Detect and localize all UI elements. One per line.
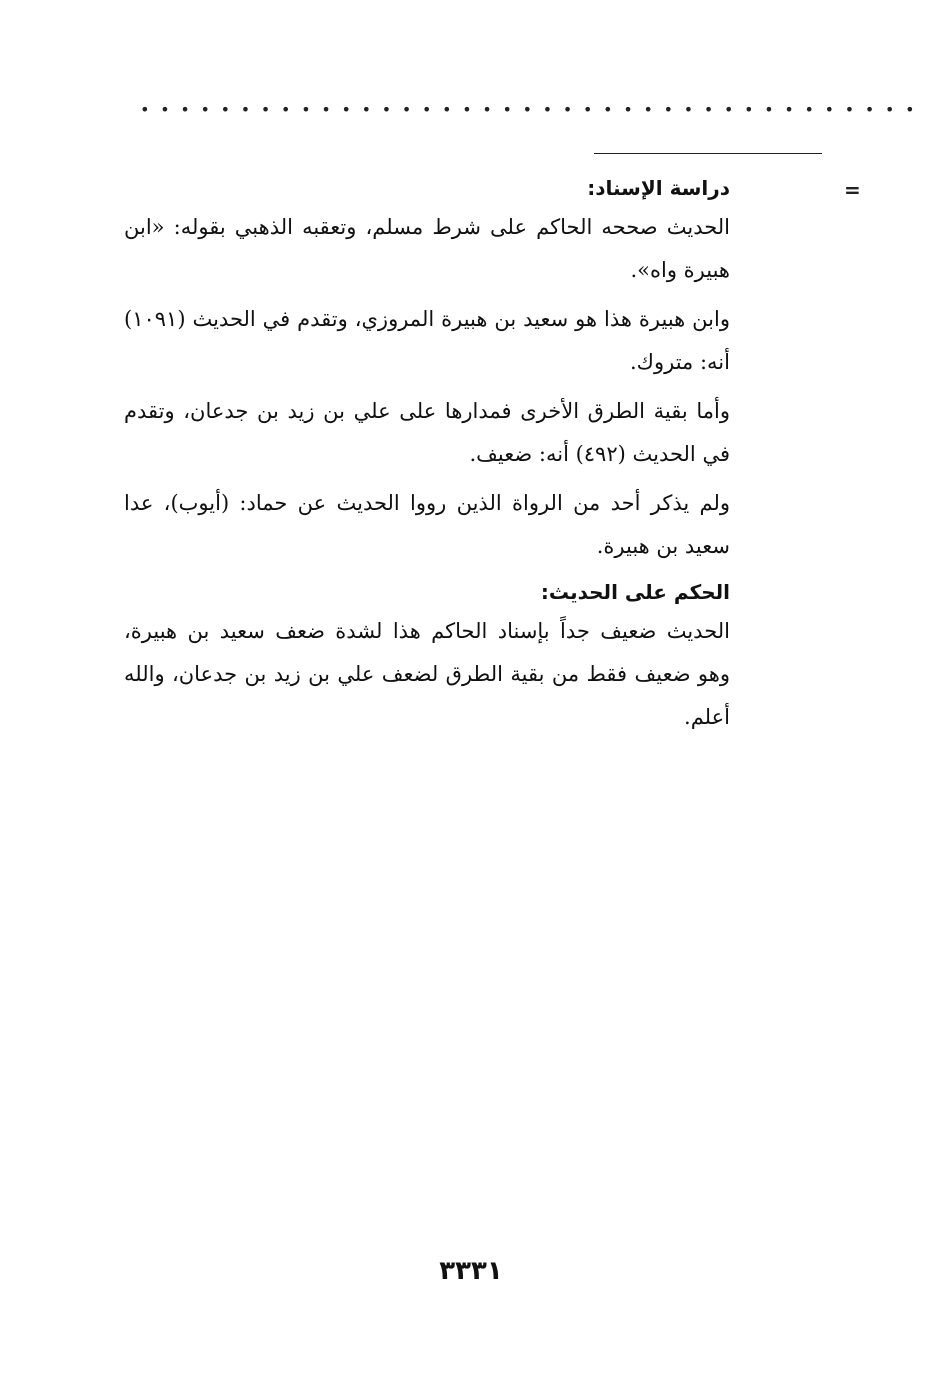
footnote-rule bbox=[594, 153, 822, 154]
dotted-separator: ••••••••••••••••••••••••••••••••••••••• bbox=[140, 100, 926, 119]
isnad-study-heading: دراسة الإسناد: bbox=[587, 176, 730, 200]
main-text bbox=[124, 170, 730, 745]
paragraph-4: ولم يذكر أحد من الرواة الذين رووا الحديث عن حماد: (أيوب)، عدا سعيد بن هبيرة. bbox=[124, 491, 730, 558]
margin-equals-mark: = bbox=[844, 178, 861, 202]
paragraph-2: وابن هبيرة هذا هو سعيد بن هبيرة المروزي، وتقدم في الحديث (١٠٩١) أنه: متروك. bbox=[124, 307, 730, 374]
page-number: ٣٣٣١ bbox=[439, 1256, 503, 1286]
ruling-heading: الحكم على الحديث: bbox=[540, 580, 730, 604]
ruling-paragraph: الحديث ضعيف جداً بإسناد الحاكم هذا لشدة ضعف سعيد بن هبيرة، وهو ضعيف فقط من بقية الطرق لضعف علي بن زيد بن جدعان، والله أعلم. bbox=[124, 619, 730, 729]
paragraph-1: الحديث صححه الحاكم على شرط مسلم، وتعقبه الذهبي بقوله: «ابن هبيرة واه». bbox=[124, 215, 730, 282]
paragraph-3: وأما بقية الطرق الأخرى فمدارها على علي بن زيد بن جدعان، وتقدم في الحديث (٤٩٢) أنه: ضعيف. bbox=[124, 399, 730, 466]
